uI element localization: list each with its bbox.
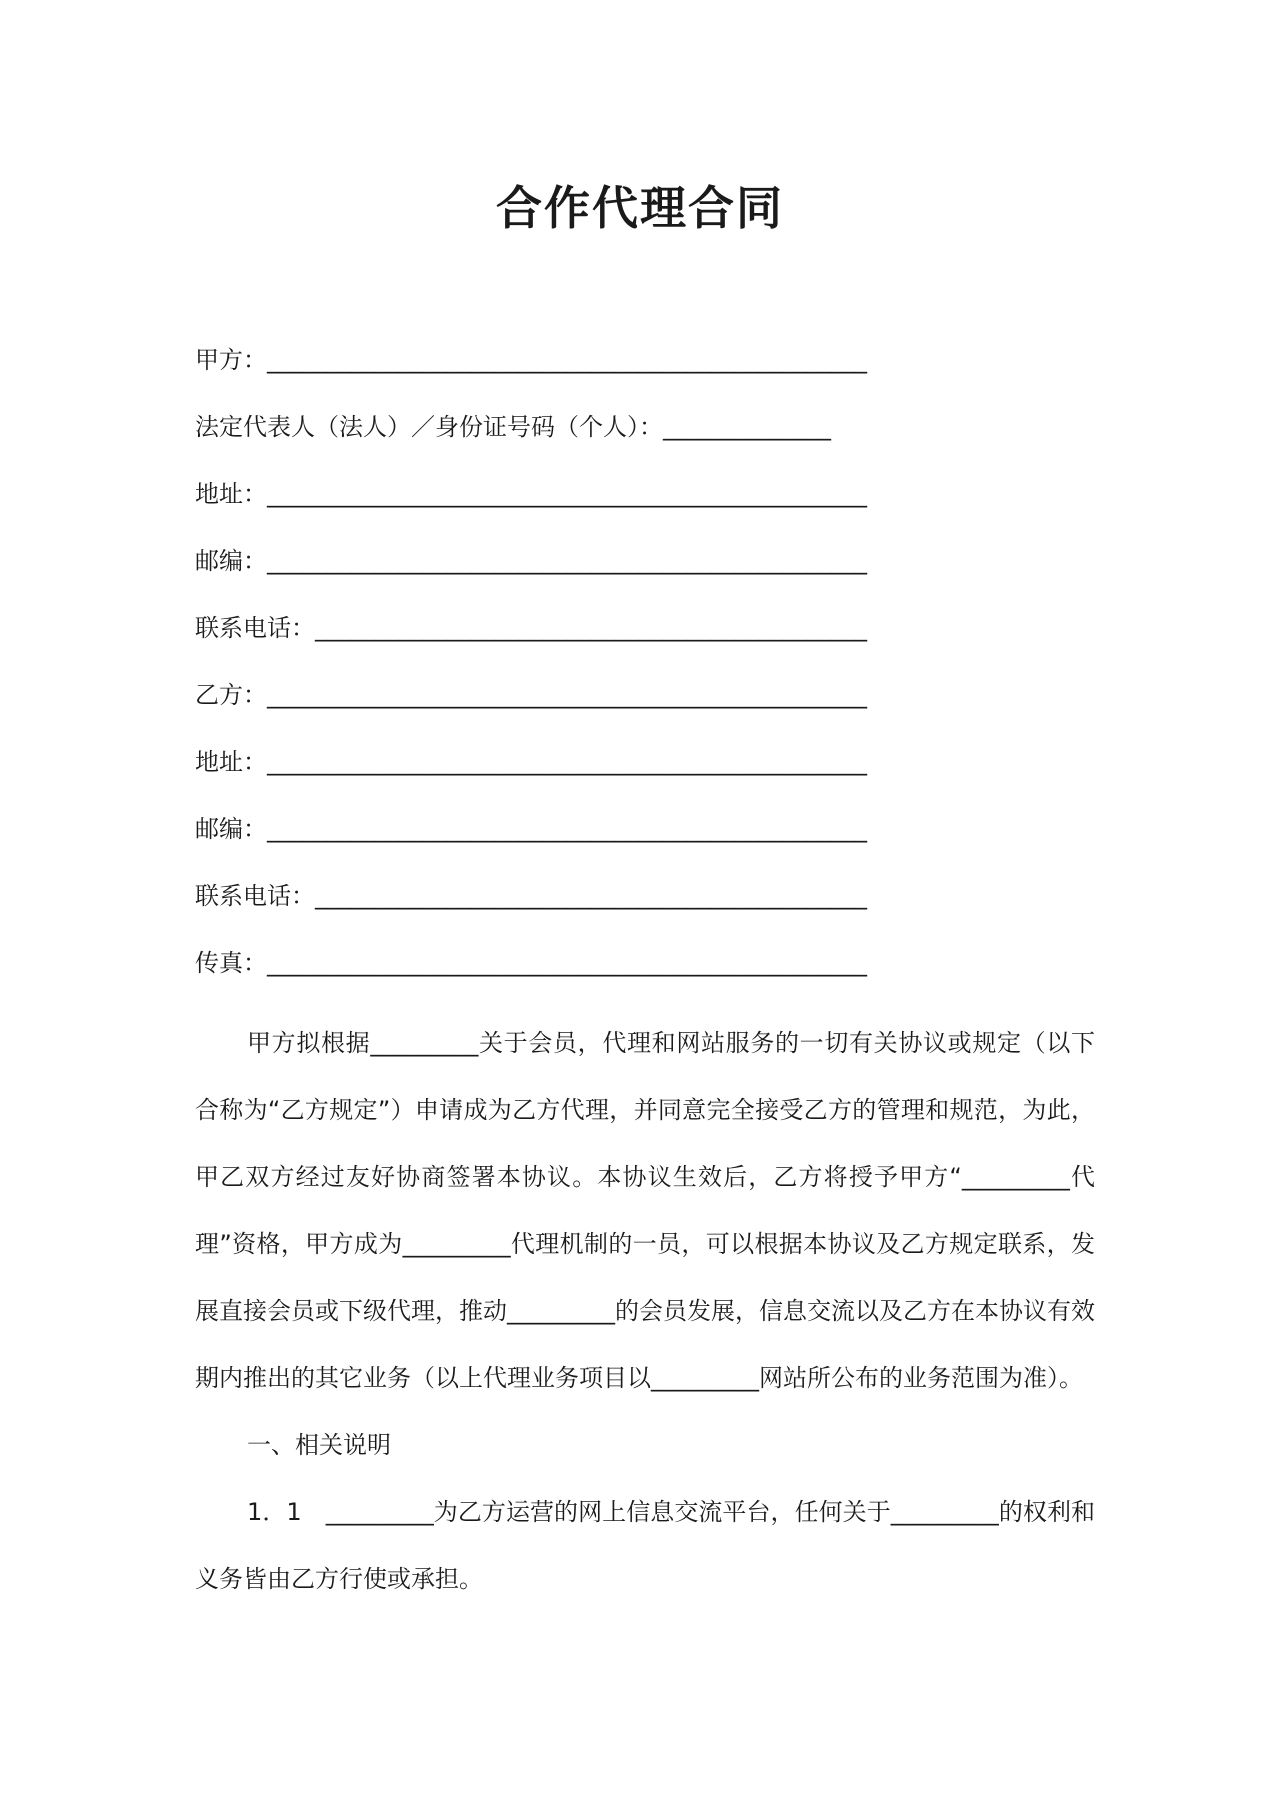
section-heading: 一、相关说明 (247, 1431, 391, 1459)
field-party-a-phone (195, 603, 1095, 670)
field-party-a (195, 335, 1095, 402)
contract-title: 合作代理合同 (496, 181, 784, 235)
field-label: 地址： (195, 480, 267, 508)
fill-blank: __________________________________________________ (267, 681, 867, 709)
intro-paragraph: 甲方拟根据_________关于会员，代理和网站服务的一切有关协议或规定（以下合称为“乙方规定”）申请成为乙方代理，并同意完全接受乙方的管理和规范，为此，甲乙双方经过友好协商签署本协议。本协议生效后，乙方将授予甲方“_________代理”资格，甲方成为_________代理机制的一员，可以根据本协议及乙方规定联系，发展直接会员或下级代理，推动_________的会员发展，信息交流以及乙方在本协议有效期内推出的其它业务（以上代理业务项目以_________网站所公布的业务范围为准）。 (195, 1029, 1095, 1392)
fill-blank: __________________________________________________ (267, 949, 867, 977)
field-legal-rep-id (195, 402, 1095, 469)
field-party-b-fax (195, 938, 1095, 1005)
field-label: 法定代表人（法人）／身份证号码（个人）： (195, 413, 663, 441)
field-label: 乙方： (195, 681, 267, 709)
clause-1-1: 1．1 _________为乙方运营的网上信息交流平台，任何关于_________的权利和义务皆由乙方行使或承担。 (195, 1498, 1095, 1593)
fill-blank: __________________________________________________ (267, 547, 867, 575)
field-party-b-postcode (195, 804, 1095, 871)
field-label: 地址： (195, 748, 267, 776)
field-label: 邮编： (195, 815, 267, 843)
field-label: 传真： (195, 949, 267, 977)
fill-blank: ______________________________________________ (315, 882, 867, 910)
field-label: 邮编： (195, 547, 267, 575)
field-party-a-address (195, 469, 1095, 536)
fill-blank: ______________________________________________ (315, 614, 867, 642)
fill-blank: __________________________________________________ (267, 815, 867, 843)
contract-body (195, 1010, 1095, 1613)
field-party-b (195, 670, 1095, 737)
fill-blank: __________________________________________________ (267, 346, 867, 374)
fill-blank: __________________________________________________ (267, 480, 867, 508)
field-label: 联系电话： (195, 882, 315, 910)
field-label: 甲方： (195, 346, 267, 374)
fill-blank: __________________________________________________ (267, 748, 867, 776)
field-party-b-phone (195, 871, 1095, 938)
field-label: 联系电话： (195, 614, 315, 642)
field-party-b-address (195, 737, 1095, 804)
party-info-fields (195, 335, 1095, 1005)
fill-blank: ______________ (663, 413, 831, 441)
field-party-a-postcode (195, 536, 1095, 603)
